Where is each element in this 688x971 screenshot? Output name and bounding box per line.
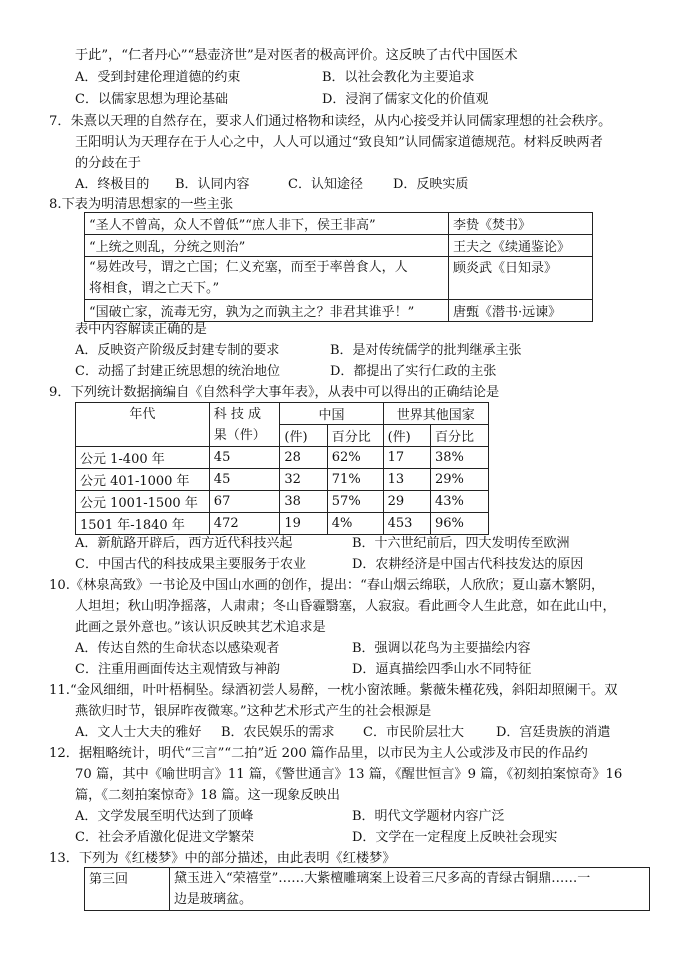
table-header-row bbox=[76, 403, 489, 425]
q8-option-a[interactable]: A．反映资产阶级反封建专制的要求 bbox=[75, 343, 280, 358]
q8-quote-line-1: “易姓改号，谓之亡国；仁义充塞，而至于率兽食人，人 bbox=[89, 260, 408, 275]
q9-header-total-line-2: 果（件） bbox=[213, 427, 266, 443]
q9-header-world-count: (件) bbox=[383, 425, 430, 447]
q8-source-cell: 李贽《焚书》 bbox=[449, 213, 593, 235]
q8-thinkers-table bbox=[84, 212, 593, 322]
q6-option-d[interactable]: D．浸润了儒家文化的价值观 bbox=[322, 92, 489, 107]
q10-option-c[interactable]: C．注重用画面传达主观情致与神韵 bbox=[75, 662, 280, 677]
q12-option-b[interactable]: B．明代文学题材内容广泛 bbox=[352, 809, 505, 824]
q13-excerpt-line-1: 黛玉进入“荣禧堂”……大紫檀雕璃案上设着三尺多高的青绿古铜鼎……一 bbox=[174, 871, 591, 886]
q9-cell-w: 13 bbox=[383, 469, 430, 491]
q12-option-a[interactable]: A．文学发展至明代达到了顶峰 bbox=[75, 809, 254, 824]
q10-option-a[interactable]: A．传达自然的生命状态以感染观者 bbox=[75, 641, 280, 656]
q9-cell-w: 17 bbox=[383, 447, 430, 469]
q8-option-c[interactable]: C．动摇了封建正统思想的统治地位 bbox=[75, 364, 280, 379]
q12-option-c[interactable]: C．社会矛盾激化促进文学繁荣 bbox=[75, 830, 254, 845]
q9-option-b[interactable]: B．十六世纪前后，四大发明传至欧洲 bbox=[352, 536, 570, 551]
q9-cell-era: 1501 年-1840 年 bbox=[76, 513, 210, 535]
table-row bbox=[76, 469, 489, 491]
table-row bbox=[76, 513, 489, 535]
q7-option-a[interactable]: A．终极目的 bbox=[75, 177, 150, 192]
q8-option-d[interactable]: D．都提出了实行仁政的主张 bbox=[330, 364, 497, 379]
q11-option-c[interactable]: C．市民阶层壮大 bbox=[363, 725, 464, 740]
q8-after: 表中内容解读正确的是 bbox=[75, 322, 207, 337]
q11-stem-line-1: 11.“金风细细，叶叶梧桐坠。绿酒初尝人易醉，一枕小窗浓睡。紫薇朱槿花残，斜阳却照阑干。双 bbox=[49, 683, 618, 698]
q11-option-b[interactable]: B．农民娱乐的需求 bbox=[221, 725, 335, 740]
q6-option-b[interactable]: B．以社会教化为主要追求 bbox=[322, 70, 475, 85]
q9-cell-w: 29 bbox=[383, 491, 430, 513]
table-row bbox=[85, 257, 593, 300]
q7-stem-line-1: 7．朱熹以天理的自然存在，要求人们通过格物和读经，从内心接受并认同儒家理想的社会秩序。 bbox=[49, 114, 612, 129]
q9-cell-cn: 19 bbox=[280, 513, 327, 535]
q9-cell-era: 公元 1001-1500 年 bbox=[76, 491, 210, 513]
q6-stem-tail: 于此”，“仁者丹心”“悬壶济世”是对医者的极高评价。这反映了古代中国医术 bbox=[75, 48, 518, 63]
q9-cell-total: 45 bbox=[209, 469, 280, 491]
q10-option-d[interactable]: D．逼真描绘四季山水不同特征 bbox=[352, 662, 532, 677]
q11-option-d[interactable]: D．宫廷贵族的消遣 bbox=[496, 725, 611, 740]
q9-cell-wp: 29% bbox=[431, 469, 489, 491]
q9-header-china: 中国 bbox=[280, 403, 383, 425]
q9-cell-era: 公元 1-400 年 bbox=[76, 447, 210, 469]
q12-stem-line-1: 12．据粗略统计，明代“三言”“二拍”近 200 篇作品里，以市民为主人公或涉及市民的作品约 bbox=[49, 746, 588, 761]
q6-option-c[interactable]: C．以儒家思想为理论基础 bbox=[75, 92, 228, 107]
q7-option-d[interactable]: D．反映实质 bbox=[393, 177, 469, 192]
q9-option-c[interactable]: C．中国古代的科技成果主要服务于农业 bbox=[75, 557, 306, 572]
q9-header-total-line-1: 科 技 成 bbox=[213, 406, 262, 422]
q9-stem: 9．下列统计数据摘编自《自然科学大事年表》，从表中可以得出的正确结论是 bbox=[49, 385, 500, 400]
q9-header-china-count: (件) bbox=[280, 425, 327, 447]
q11-option-a[interactable]: A．文人士大夫的雅好 bbox=[75, 725, 202, 740]
q8-quote-line-2: 将相食，谓之亡天下。” bbox=[89, 281, 220, 296]
table-row bbox=[76, 491, 489, 513]
q8-source-cell: 王夫之《续通鉴论》 bbox=[449, 235, 593, 257]
q9-cell-cn: 32 bbox=[280, 469, 327, 491]
q10-stem-line-3: 此画之景外意也。”该认识反映其艺术追求是 bbox=[75, 620, 326, 635]
q9-cell-wp: 43% bbox=[431, 491, 489, 513]
q7-option-b[interactable]: B．认同内容 bbox=[175, 177, 250, 192]
q9-cell-cnp: 62% bbox=[327, 447, 383, 469]
q13-excerpt-line-2: 边是玻璃盆。 bbox=[174, 892, 253, 907]
q8-option-b[interactable]: B．是对传统儒学的批判继承主张 bbox=[330, 343, 522, 358]
q6-option-a[interactable]: A．受到封建伦理道德的约束 bbox=[75, 70, 241, 85]
q8-quote-cell: “国破亡家，流毒无穷，孰为之而孰主之？非君其谁乎！” bbox=[85, 300, 449, 322]
table-row bbox=[85, 868, 650, 911]
q9-cell-total: 472 bbox=[209, 513, 280, 535]
q7-stem-line-3: 的分歧在于 bbox=[75, 156, 141, 171]
q11-stem-line-2: 燕欲归时节，银屏昨夜微寒。”这种艺术形式产生的社会根源是 bbox=[75, 704, 432, 719]
q9-cell-total: 67 bbox=[209, 491, 280, 513]
q9-cell-era: 公元 401-1000 年 bbox=[76, 469, 210, 491]
q9-cell-w: 453 bbox=[383, 513, 430, 535]
q7-stem-line-2: 王阳明认为天理存在于人心之中，人人可以通过“致良知”认同儒家道德规范。材料反映两者 bbox=[75, 135, 603, 150]
table-row bbox=[85, 213, 593, 235]
q9-cell-cn: 28 bbox=[280, 447, 327, 469]
q9-header-world: 世界其他国家 bbox=[383, 403, 488, 425]
q13-excerpt-table bbox=[84, 867, 650, 911]
table-row bbox=[76, 447, 489, 469]
q10-stem-line-2: 人坦坦；秋山明净摇落，人肃肃；冬山昏霾翳塞，人寂寂。看此画令人生此意，如在此山中， bbox=[75, 599, 616, 614]
q9-header-total bbox=[209, 403, 280, 447]
q10-option-b[interactable]: B．强调以花鸟为主要描绘内容 bbox=[352, 641, 531, 656]
q9-header-era: 年代 bbox=[76, 403, 210, 447]
q9-cell-cnp: 4% bbox=[327, 513, 383, 535]
q9-cell-wp: 96% bbox=[431, 513, 489, 535]
q12-stem-line-3: 篇，《二刻拍案惊奇》18 篇。这一现象反映出 bbox=[75, 788, 340, 803]
q9-option-a[interactable]: A．新航路开辟后，西方近代科技兴起 bbox=[75, 536, 293, 551]
q9-header-world-percent: 百分比 bbox=[431, 425, 489, 447]
table-row bbox=[85, 235, 593, 257]
q9-cell-wp: 38% bbox=[431, 447, 489, 469]
q9-stats-table bbox=[75, 402, 489, 535]
q13-stem: 13．下列为《红楼梦》中的部分描述，由此表明《红楼梦》 bbox=[49, 851, 396, 866]
q9-header-china-percent: 百分比 bbox=[327, 425, 383, 447]
q8-source-cell: 顾炎武《日知录》 bbox=[449, 257, 593, 300]
q12-option-d[interactable]: D．文学在一定程度上反映社会现实 bbox=[352, 830, 558, 845]
q9-option-d[interactable]: D．农耕经济是中国古代科技发达的原因 bbox=[352, 557, 584, 572]
q9-cell-total: 45 bbox=[209, 447, 280, 469]
q9-cell-cnp: 71% bbox=[327, 469, 383, 491]
q10-stem-line-1: 10.《林泉高致》一书论及中国山水画的创作，提出：“春山烟云绵联，人欣欣；夏山嘉木繁阴， bbox=[49, 578, 605, 593]
q8-quote-cell: “上统之则乱，分统之则治” bbox=[85, 235, 449, 257]
q8-stem: 8.下表为明清思想家的一些主张 bbox=[49, 197, 234, 212]
q8-quote-cell: “圣人不曾高，众人不曾低”“庶人非下，侯王非高” bbox=[85, 213, 449, 235]
q13-chapter-label: 第三回 bbox=[85, 868, 170, 911]
q8-quote-cell bbox=[85, 257, 449, 300]
q12-stem-line-2: 70 篇，其中《喻世明言》11 篇，《警世通言》13 篇，《醒世恒言》9 篇，《初刻拍案惊奇》16 bbox=[75, 767, 623, 782]
q13-excerpt-cell bbox=[170, 868, 650, 911]
q7-option-c[interactable]: C．认知途径 bbox=[288, 177, 363, 192]
q9-cell-cnp: 57% bbox=[327, 491, 383, 513]
q9-cell-cn: 38 bbox=[280, 491, 327, 513]
q8-source-cell: 唐甄《潜书·远谏》 bbox=[449, 300, 593, 322]
